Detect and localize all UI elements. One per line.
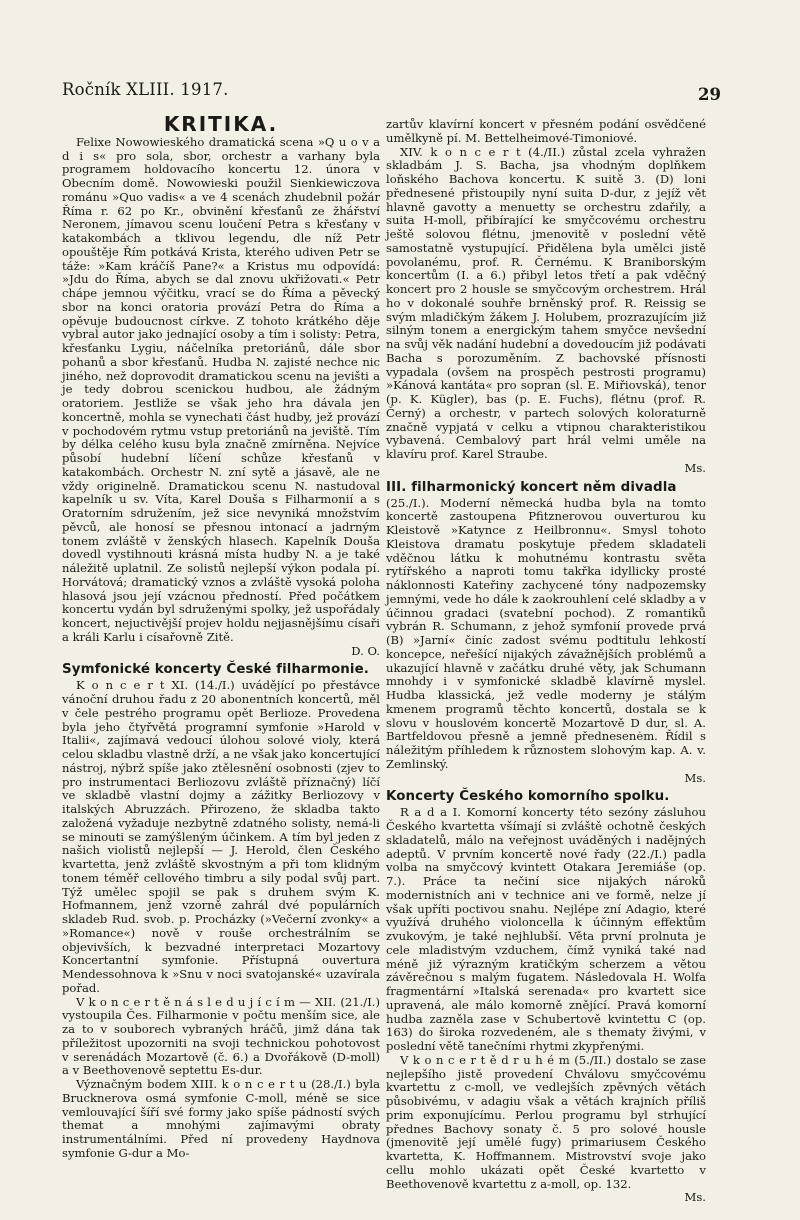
- signature: Ms.: [684, 460, 706, 475]
- paragraph-text: V k o n c e r t ě d r u h é m (5./II.) dostalo se zase nejlepšího jistě provedení Chválovu smyčcovému kvartettu z c-moll, ve vedlejších zpěvných větách působivému, v adagiu však a větách krajních příliš prim exponujícímu. Perlou programu byl strhující přednes Bachovy sonaty č. 5 pro solové housle (jmenovitě její umělé fugy) primariusem Českého kvartetta, K. Hoffmannem. Mistrovství svoje jako cellu mohlo ukázati opět České kvartetto v Beethovenově kvartettu z a-moll, op. 132.: [386, 1052, 706, 1191]
- right-column: [386, 118, 706, 1205]
- signature: D. O.: [351, 643, 380, 658]
- paragraph-quo-vadis: [62, 136, 380, 659]
- paragraph-concert-xii: V k o n c e r t ě n á s l e d u j í c í m — XII. (21./I.) vystoupila Čes. Filharmonie v počtu menším sice, ale za to v souborech vybraných hráčů, jimž dána tak příležitost upozorniti na svoji technickou pohotovost v serenádách Mozartově (č. 6.) a Dvořákově (D-moll) a v Beethovenově septettu Es-dur.: [62, 994, 380, 1078]
- paragraph-concert-xiii: Význačným bodem XIII. k o n c e r t u (28./I.) byla Brucknerova osmá symfonie C-moll, méně se sice vemlouvající šíří své formy jako spíše pádností svých themat a mnohými zajímavými obraty instrumentálními. Před ní provedeny Haydnova symfonie G-dur a Mo-: [62, 1077, 380, 1160]
- paragraph-continuation: zartův klavírní koncert v přesném podání osvědčené umělkyně pí. M. Bettelheimové-Timoniové.: [386, 117, 706, 145]
- heading-philharmonic-concert: III. filharmonický koncert něm divadla: [386, 479, 677, 495]
- signature: Ms.: [684, 1190, 706, 1205]
- paragraph-second-concert: [386, 1054, 706, 1205]
- section-title: KRITIKA.: [163, 112, 279, 136]
- paragraph-concert-xi: K o n c e r t XI. (14./I.) uvádějící po přestávce vánoční druhou řadu z 20 abonentních koncertů, měl v čele pestrého programu opět Berlioze. Provedena byla jeho čtyřvětá programní symfonie »Harold v Italii«, zajímavá vedoucí úlohou solové violy, která celou skladbu vlastně drží, a ne však jako koncertující nástroj, nýbrž spíše jako ztělesnění osobnosti (zjev to pro instrumentaci Berliozovu zvláště příznačný) líčí ve skladbě vlastní dojmy a zážitky Berliozovy v italských Abruzzách. Přirozeno, že skladba takto založená vyžaduje nezbytně zdatného solisty, nemá-li se minouti se zamýšleným účinkem. A tím byl jeden z našich violistů nejlepší — J. Herold, člen Českého kvartetta, jenž zvláště skvostným a při tom klidným tonem téměř cellového timbru a sily podal svůj part. Týž umělec spojil se pak s druhem svým K. Hofmannem, jenž vzorně zahrál dvé populárních skladeb Rud. svob. p. Procházky (»Večerní zvonky« a »Romance«) nově v rouše orchestrálním se objevivších, k bezvadné interpretaci Mozartovy Koncertantní symfonie. Přístupná ouvertura Mendessohnova k »Snu v noci svatojanské« uzavírala pořad.: [62, 678, 380, 995]
- left-column: [62, 112, 380, 1161]
- heading-chamber-concerts: Koncerty Českého komorního spolku.: [386, 789, 670, 805]
- page-number: 29: [698, 85, 721, 104]
- paragraph-text: Felixe Nowowieského dramatická scena »Q u o v a d i s« pro sola, sbor, orchestr a varhany byla programem holdovacího koncertu 12. února v Obecním domě. Nowowieski použil Sienkiewiczova románu »Quo vadis« a ve 4 scenách zhudebnil požár Říma r. 62 po Kr., obvinění křesťanů ze žhářství Neronem, jímavou scenu loučení Petra s křesťany v katakombách a tklivou legendu, dle níž Petr opouštěje Řím potkává Krista, kterého udiven Petr se táže: »Kam kráčíš Pane?« a Kristus mu odpovídá: »Jdu do Říma, abych se dal znovu ukřižovati.« Petr chápe jemnou výčitku, vrací se do Říma a pěvecký sbor na konci oratoria provází Petra do Říma a opěvuje budoucnost církve. Z tohoto krátkého děje vybral autor jako jednající osoby a tím i solisty: Petra, křesťanku Lygiu, náčelníka pretoriánů, dále sbor pohanů a sbor křesťanů. Hudba N. zajisté nechce nic jiného, než doprovodit dramatickou scenu na jevišti a je tedy dobrou scenickou hudbou, ale žádným oratoriem. Jestliže se však jeho hra dávala jen koncertně, mohla se vynechati část hudby, jež provází v pochodovém rytmu vstup pretoriánů na jeviště. Tím by délka celého kusu byla značně zmírněna. Nejvíce působí hudební líčení schůze křesťanů v katakombách. Orchestr N. zní sytě a jásavě, ale ne vždy originelně. Dramatickou scenu N. nastudoval kapelník u sv. Víta, Karel Douša s Filharmonií a s Oratorním sdružením, jež sice nevyniká množstvím pěvců, ale honosí se přesnou intonací a jadrným tonem zvláště v ženských hlasech. Kapelník Douša dovedl vystihnouti krásná místa hudby N. a je také náležitě uplatnil. Ze solistů nejlepší výkon podala pí. Horvátová; dramatický vznos a zvláště vysoká poloha hlasová jsou její vzácnou předností. Před počátkem koncertu vydán byl sdruženými spolky, jež uspořádaly koncert, nejuctivější projev holdu nejjasnějšímu císaři a králi Karlu i císařovně Zitě.: [62, 134, 380, 644]
- heading-symphonic-concerts: Symfonické koncerty České filharmonie.: [62, 662, 369, 678]
- paragraph-text: (25./I.). Moderní německá hudba byla na tomto koncertě zastoupena Pfitznerovou ouverturou ku Kleistově »Katynce z Heilbronnu«. Smysl tohoto Kleistova dramatu poskytuje předem skladateli vděčnou látku k mohutnému kontrastu světa rytířského a naproti tomu takřka idyllicky prosté náklonnosti Kateřiny zachycené tóny nadpozemsky jemnými, vede ho dále k zaokrouhlení celé skladby a v účinnou gradaci (svatební pochod). Z romantiků vybrán R. Schumann, z jehož symfonií provede prvá (B) »Jarní« činíc zadost svému podtitulu lehkostí koncepce, neřešící nijakých závažnějších problémů a ukazující hlavně v začátku druhé věty, jak Schumann mnohdy i v symfonické skladbě klavírně myslel. Hudba klassická, jež vedle moderny je stálým kmenem programů těchto koncertů, dostala se k slovu v houslovém koncertě Mozartově D dur, sl. A. Bartfeldovou přesně a jemně přednesenėm. Řídil s náležitým příhledem k různostem slohovým kap. A. v. Zemlinský.: [386, 495, 706, 771]
- paragraph-german-theatre: [386, 497, 706, 786]
- paragraph-series-one: R a d a I. Komorní koncerty této sezóny zásluhou Českého kvartetta všímají si zvláště ochotně českých skladatelů, málo na veřejnost uváděných i nadějných adeptů. V prvním koncertě nové řady (22./I.) padla volba na smyčcový kvintett Otakara Jeremiáše (op. 7.). Práce ta nečiní sice nijakých nároků modernistních ani v technice ani ve formě, nelze jí však upříti poctivou snahu. Nejlépe zní Adagio, které využívá druhého violoncella k účinným effektům zvukovým, je také nejhlubší. Věta první prolnuta je cele mladistvým vzduchem, čímž vyniká také nad méně již výrazným kratičkým scherzem a větou závěrečnou s malým fugatem. Následovala H. Wolfa fragmentární »Italská serenada« pro kvartett sice upravená, ale málo komorně znějící. Pravá komorní hudba zazněla zase v Schubertově kvintettu C (op. 163) do široka rozvedeném, ale s thematy živými, v poslední větě tanečními rhytmi zkypřenými.: [386, 805, 706, 1053]
- paragraph-concert-xiv: [386, 146, 706, 476]
- paragraph-text: XIV. k o n c e r t (4./II.) zůstal zcela vyhražen skladbám J. S. Bacha, jsa vhodným doplňkem loňského Bachova koncertu. K suitě 3. (D) loni přednesené přistoupily nyní suita D-dur, z jejíž vět hlavně gavotty a menuetty se orchestru zdařily, a suita H-moll, přibírající ke smyčcovému orchestru ještě solovou flétnu, jmenovitě v poslední větě samostatně vystupující. Přidělena byla umělci jistě povolanému, prof. R. Černému. K Braniborským koncertům (I. a 6.) přibyl letos třetí a pak vděčný koncert pro 2 housle se smyčcovým orchestrem. Hrál ho v dokonalé souhře brněnský prof. R. Reissig se svým mladičkým žákem J. Holubem, prozrazujícím již silným tonem a energickým tahem smyčce nevšední na svůj věk nadání hudební a dovedoucím již podávati Bacha s porozuměním. Z bachovské přísnosti vypadala (ovšem na prospěch pestrosti programu) »Kánová kantáta« pro sopran (sl. E. Miřiovská), tenor (p. K. Kügler), bas (p. E. Fuchs), flétnu (prof. R. Černý) a orchestr, v partech solových koloraturně značně vypjatá v celku a vtipnou charakteristikou vybavená. Cembalový part hrál velmi uměle na klavíru prof. Karel Straube.: [386, 144, 706, 461]
- signature: Ms.: [684, 770, 706, 785]
- volume-header: Ročník XLIII. 1917.: [62, 80, 229, 99]
